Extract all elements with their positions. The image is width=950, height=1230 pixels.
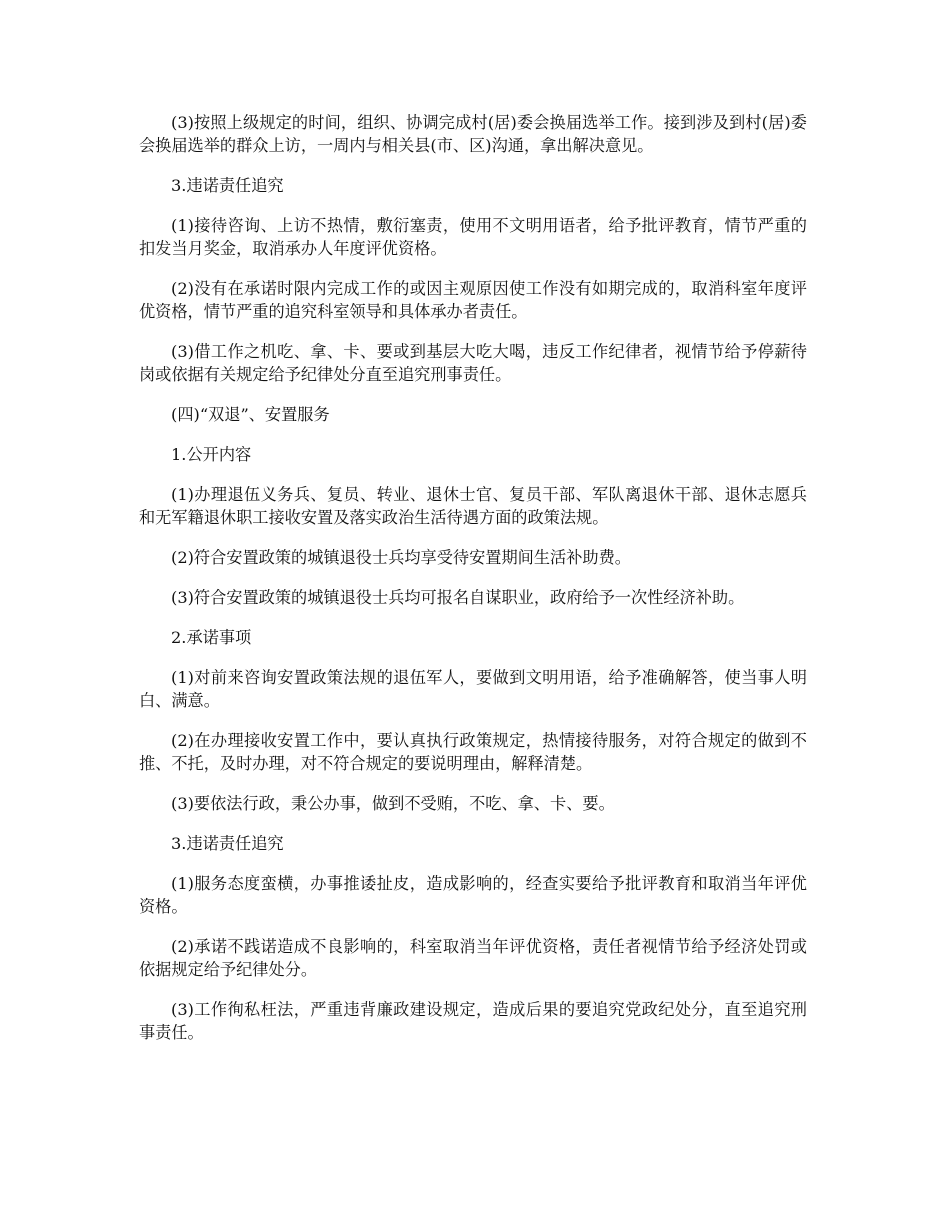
paragraph: (1)接待咨询、上访不热情，敷衍塞责，使用不文明用语者，给予批评教育，情节严重的扣发当月奖金，取消承办人年度评优资格。 xyxy=(139,216,807,258)
section-heading: 3.违诺责任追究 xyxy=(171,176,284,195)
paragraph: (3)工作徇私枉法，严重违背廉政建设规定，造成后果的要追究党政纪处分，直至追究刑事责任。 xyxy=(139,1000,807,1042)
paragraph: (3)符合安置政策的城镇退役士兵均可报名自谋职业，政府给予一次性经济补助。 xyxy=(171,588,745,607)
document-page xyxy=(139,111,807,1061)
paragraph: (3)借工作之机吃、拿、卡、要或到基层大吃大喝，违反工作纪律者，视情节给予停薪待岗或依据有关规定给予纪律处分直至追究刑事责任。 xyxy=(139,342,807,384)
paragraph: (2)没有在承诺时限内完成工作的或因主观原因使工作没有如期完成的，取消科室年度评优资格，情节严重的追究科室领导和具体承办者责任。 xyxy=(139,279,807,321)
paragraph: (2)符合安置政策的城镇退役士兵均享受待安置期间生活补助费。 xyxy=(171,548,631,567)
paragraph: (3)要依法行政，秉公办事，做到不受贿，不吃、拿、卡、要。 xyxy=(171,794,615,813)
paragraph: (3)按照上级规定的时间，组织、协调完成村(居)委会换届选举工作。接到涉及到村(居)委会换届选举的群众上访，一周内与相关县(市、区)沟通，拿出解决意见。 xyxy=(139,113,807,155)
section-heading: 1.公开内容 xyxy=(171,445,252,464)
paragraph: (2)在办理接收安置工作中，要认真执行政策规定，热情接待服务，对符合规定的做到不推、不托，及时办理，对不符合规定的要说明理由，解释清楚。 xyxy=(139,731,807,773)
paragraph: (2)承诺不践诺造成不良影响的，科室取消当年评优资格，责任者视情节给予经济处罚或依据规定给予纪律处分。 xyxy=(139,937,807,979)
paragraph: (1)对前来咨询安置政策法规的退伍军人，要做到文明用语，给予准确解答，使当事人明白、满意。 xyxy=(139,668,807,710)
section-heading: 3.违诺责任追究 xyxy=(171,834,284,853)
paragraph: (1)服务态度蛮横，办事推诿扯皮，造成影响的，经查实要给予批评教育和取消当年评优资格。 xyxy=(139,874,807,916)
section-heading: (四)“双退”、安置服务 xyxy=(171,405,330,424)
section-heading: 2.承诺事项 xyxy=(171,628,252,647)
paragraph: (1)办理退伍义务兵、复员、转业、退休士官、复员干部、军队离退休干部、退休志愿兵和无军籍退休职工接收安置及落实政治生活待遇方面的政策法规。 xyxy=(139,485,807,527)
